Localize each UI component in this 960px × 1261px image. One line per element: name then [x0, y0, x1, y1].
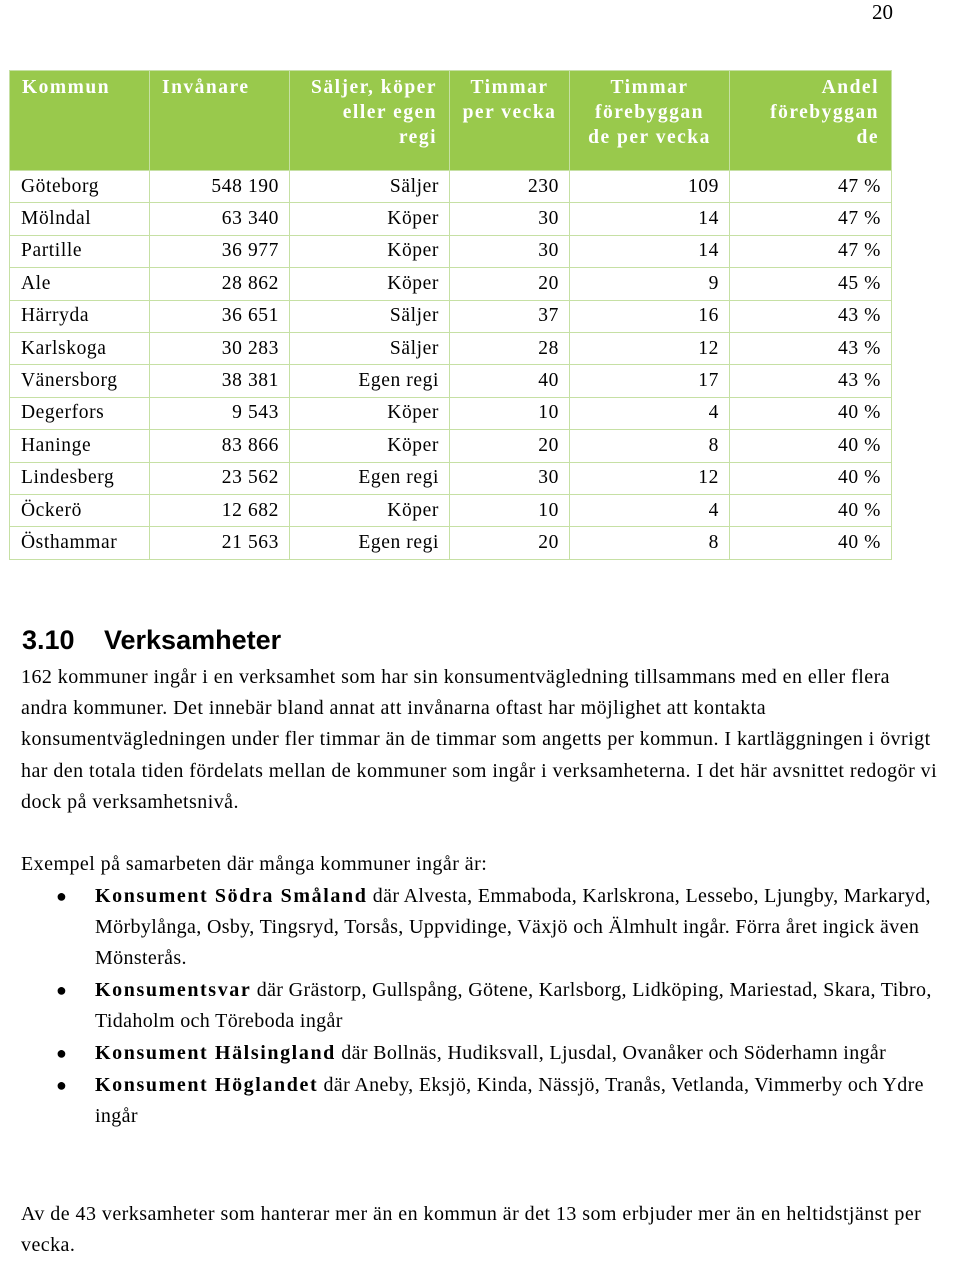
table-cell: 40 % [730, 397, 892, 429]
example-name: Konsument Höglandet [95, 1074, 319, 1096]
table-cell: Partille [10, 235, 150, 267]
table-cell: 12 [570, 332, 730, 364]
table-cell: Göteborg [10, 171, 150, 203]
table-row [10, 203, 892, 235]
list-item [0, 881, 960, 975]
table-cell: 40 % [730, 527, 892, 559]
table-cell: 10 [450, 397, 570, 429]
table-cell: 36 977 [150, 235, 290, 267]
table-cell: 23 562 [150, 462, 290, 494]
table-cell: 20 [450, 527, 570, 559]
list-item [0, 1038, 960, 1069]
column-header: Invånare [150, 71, 290, 171]
column-header: Säljer, köper eller egen regi [290, 71, 450, 171]
table-header [10, 71, 892, 171]
example-text: där Aneby, Eksjö, Kinda, Nässjö, Tranås, Vetlanda, Vimmerby och Ydre ingår [95, 1074, 924, 1128]
table-row [10, 332, 892, 364]
summary-paragraph: Av de 43 verksamheter som hanterar mer än en kommun är det 13 som erbjuder mer än en heltidstjänst per vecka. [21, 1203, 922, 1257]
table-row [10, 300, 892, 332]
table-cell: 8 [570, 430, 730, 462]
table-cell: Säljer [290, 332, 450, 364]
table-cell: 21 563 [150, 527, 290, 559]
table-cell: 37 [450, 300, 570, 332]
list-item [0, 1070, 960, 1132]
table-cell: 30 [450, 203, 570, 235]
table-cell: Egen regi [290, 365, 450, 397]
bullet-icon: ● [56, 886, 68, 906]
table-cell: 4 [570, 397, 730, 429]
table-row [10, 494, 892, 526]
table-cell: 40 % [730, 462, 892, 494]
table-cell: 40 [450, 365, 570, 397]
table-cell: 47 % [730, 203, 892, 235]
table-cell: 8 [570, 527, 730, 559]
example-name: Konsument Södra Småland [95, 885, 368, 907]
table-row [10, 462, 892, 494]
example-text: där Grästorp, Gullspång, Götene, Karlsborg, Lidköping, Mariestad, Skara, Tibro, Tidaholm och Töreboda ingår [95, 979, 932, 1033]
bullet-icon: ● [56, 1043, 68, 1064]
column-header: Andel förebyggan de [730, 71, 892, 171]
table-cell: 548 190 [150, 171, 290, 203]
list-item [0, 975, 960, 1037]
table-cell: Öckerö [10, 494, 150, 526]
table-cell: 63 340 [150, 203, 290, 235]
table-row [10, 171, 892, 203]
kommun-table [9, 70, 892, 560]
table-row [10, 365, 892, 397]
table-cell: Säljer [290, 300, 450, 332]
intro-paragraph: 162 kommuner ingår i en verksamhet som har sin konsumentvägledning tillsammans med en eller flera andra kommuner. Det innebär bland annat att invånarna oftast har möjlighet att kontakta konsumentvägledningen under fler timmar än de timmar som angetts per kommun. I kartläggningen i övrigt har den totala tiden fördelats mellan de kommuner som ingår i verksamheterna. I det här avsnittet redogör vi dock på verksamhetsnivå. [21, 666, 938, 813]
table-cell: 9 543 [150, 397, 290, 429]
examples-list [0, 881, 960, 1133]
table-cell: 43 % [730, 300, 892, 332]
section-number: 3.10 [22, 625, 75, 655]
table-cell: Köper [290, 203, 450, 235]
example-name: Konsument Hälsingland [95, 1042, 336, 1065]
table-cell: Köper [290, 268, 450, 300]
table-cell: 36 651 [150, 300, 290, 332]
table-cell: Härryda [10, 300, 150, 332]
table-cell: Östhammar [10, 527, 150, 559]
table-cell: 4 [570, 494, 730, 526]
bullet-icon: ● [56, 1075, 68, 1095]
table-cell: 38 381 [150, 365, 290, 397]
table-cell: 30 [450, 462, 570, 494]
table-cell: 28 [450, 332, 570, 364]
table-cell: Ale [10, 268, 150, 300]
table-cell: 17 [570, 365, 730, 397]
table-cell: 20 [450, 268, 570, 300]
table-row [10, 268, 892, 300]
example-name: Konsumentsvar [95, 979, 252, 1002]
table-cell: Köper [290, 494, 450, 526]
table-cell: 20 [450, 430, 570, 462]
table-cell: Säljer [290, 171, 450, 203]
table-cell: Köper [290, 430, 450, 462]
table-cell: 45 % [730, 268, 892, 300]
section-heading [22, 623, 281, 657]
section-title: Verksamheter [104, 625, 282, 655]
table-cell: 14 [570, 203, 730, 235]
table-cell: Karlskoga [10, 332, 150, 364]
table-cell: 9 [570, 268, 730, 300]
table-cell: 40 % [730, 494, 892, 526]
table-cell: Mölndal [10, 203, 150, 235]
table-row [10, 397, 892, 429]
table-cell: 109 [570, 171, 730, 203]
table-cell: Lindesberg [10, 462, 150, 494]
table-cell: 16 [570, 300, 730, 332]
table-cell: Egen regi [290, 462, 450, 494]
table-cell: 43 % [730, 332, 892, 364]
column-header: Timmar per vecka [450, 71, 570, 171]
page-number: 20 [872, 0, 893, 24]
table-cell: Köper [290, 397, 450, 429]
examples-intro: Exempel på samarbeten där många kommuner ingår är: [21, 853, 488, 875]
example-text: där Bollnäs, Hudiksvall, Ljusdal, Ovanåker och Söderhamn ingår [335, 1042, 887, 1065]
table-cell: 10 [450, 494, 570, 526]
table-row [10, 430, 892, 462]
table-cell: 47 % [730, 171, 892, 203]
table-cell: 40 % [730, 430, 892, 462]
column-header: Kommun [10, 71, 150, 171]
table-cell: 83 866 [150, 430, 290, 462]
table-cell: Köper [290, 235, 450, 267]
table-body [10, 171, 892, 560]
table-row [10, 527, 892, 559]
table-cell: 30 283 [150, 332, 290, 364]
table-cell: 12 [570, 462, 730, 494]
bullet-icon: ● [56, 980, 68, 1001]
table-cell: 47 % [730, 235, 892, 267]
table-cell: 43 % [730, 365, 892, 397]
table-cell: 12 682 [150, 494, 290, 526]
table-cell: Haninge [10, 430, 150, 462]
table-cell: Degerfors [10, 397, 150, 429]
column-header: Timmar förebyggan de per vecka [570, 71, 730, 171]
table-row [10, 235, 892, 267]
table-cell: 230 [450, 171, 570, 203]
table-cell: 30 [450, 235, 570, 267]
table-cell: 28 862 [150, 268, 290, 300]
table-cell: Egen regi [290, 527, 450, 559]
table-cell: 14 [570, 235, 730, 267]
table-cell: Vänersborg [10, 365, 150, 397]
header-row [10, 71, 892, 171]
example-text: där Alvesta, Emmaboda, Karlskrona, Lessebo, Ljungby, Markaryd, Mörbylånga, Osby, Tingsryd, Torsås, Uppvidinge, Växjö och Älmhult ingår. Förra året ingick även Mönsterås. [95, 885, 931, 970]
